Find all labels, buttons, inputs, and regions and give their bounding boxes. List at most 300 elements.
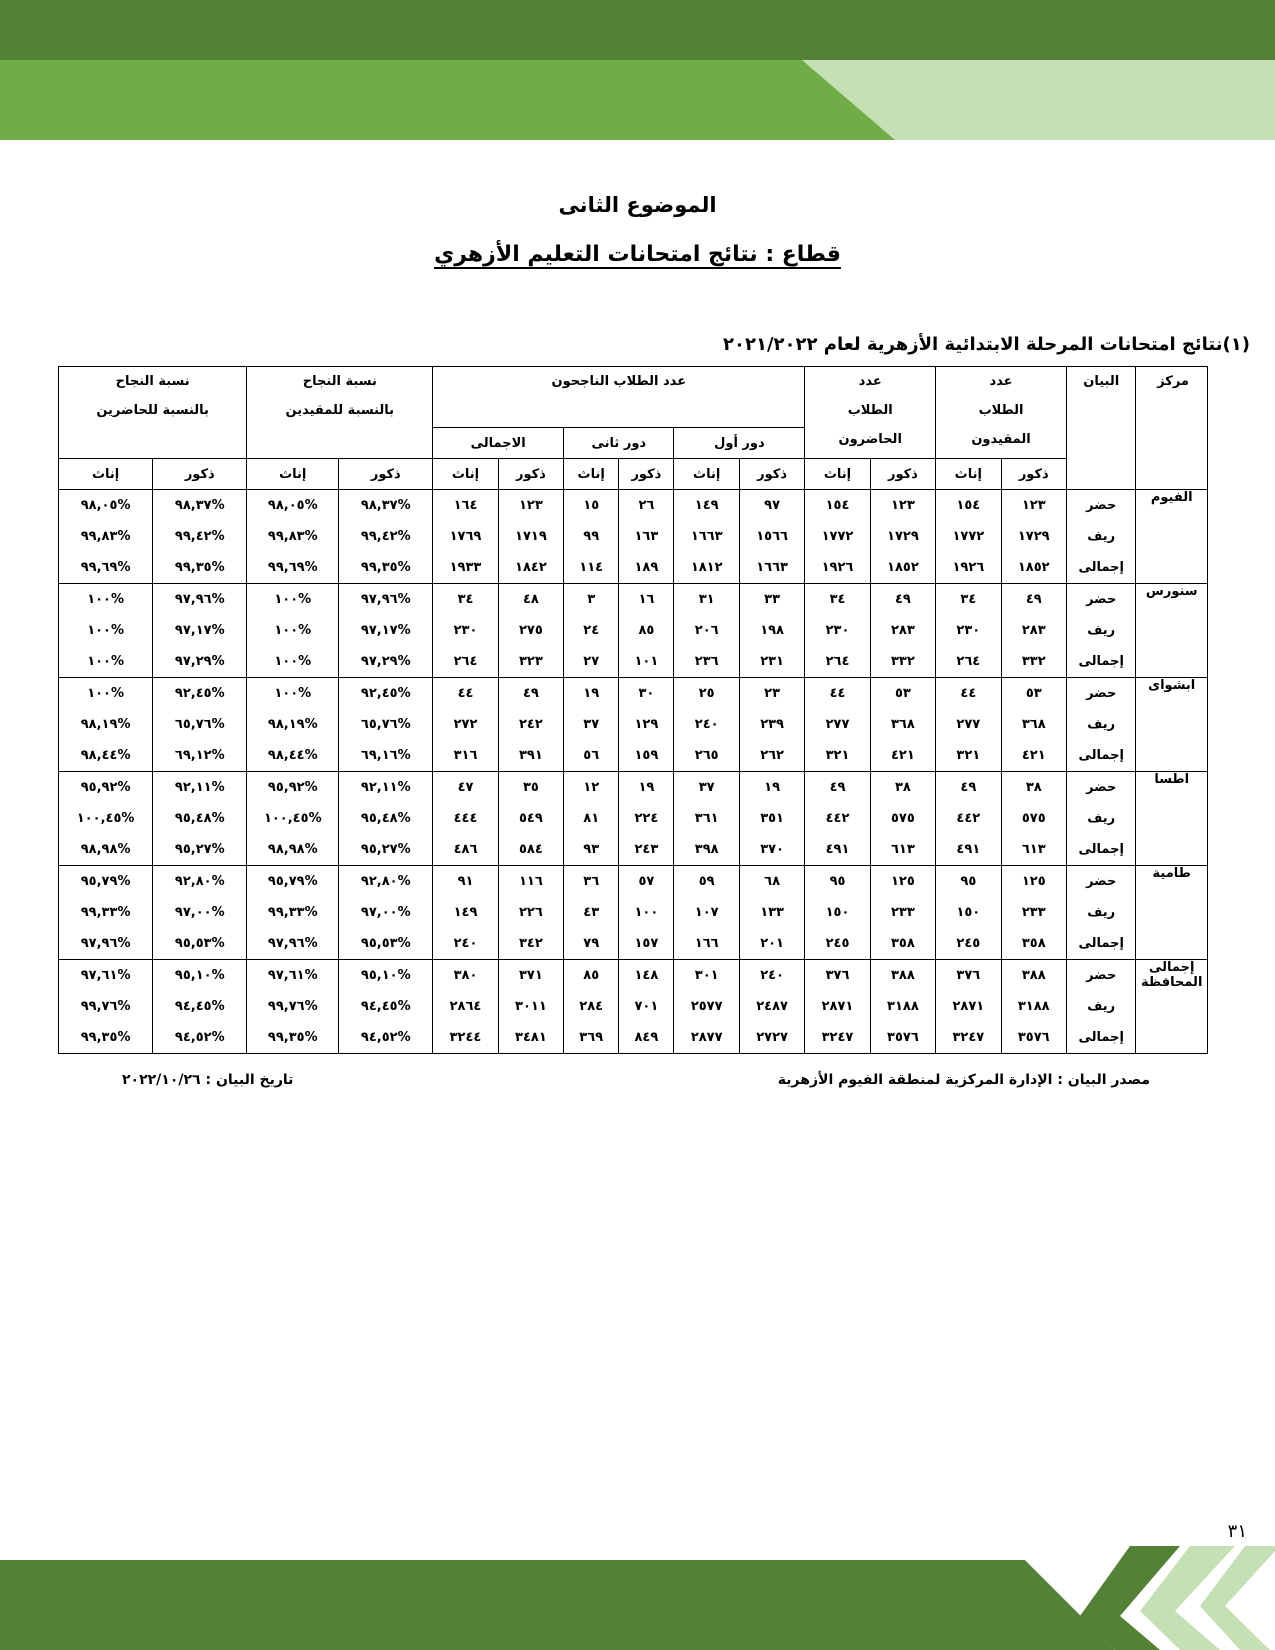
table-cell: ٢٨٧١	[936, 991, 1001, 1022]
table-cell: %٩٥,٤٨	[153, 803, 247, 834]
table-row	[59, 866, 1208, 898]
center-name: طامية	[1136, 866, 1208, 960]
table-cell: ٢٨٣	[1001, 615, 1066, 646]
table-cell: %٩٢,١١	[339, 772, 433, 804]
row-label: ريف	[1066, 991, 1136, 1022]
table-cell: ٣٨٠	[433, 960, 498, 992]
table-cell: %٩٨,٣٧	[153, 490, 247, 522]
chevron-icon	[1040, 1546, 1275, 1650]
table-cell: %٩٤,٥٢	[339, 1022, 433, 1054]
row-label: ريف	[1066, 709, 1136, 740]
table-cell: ٢٧٢٧	[739, 1022, 804, 1054]
table-cell: ٣٠	[619, 678, 674, 710]
table-cell: ٣٥١	[739, 803, 804, 834]
table-cell: ١٨٥٢	[1001, 552, 1066, 584]
table-cell: ٢٨٦٤	[433, 991, 498, 1022]
table-cell: %٩٧,٩٦	[153, 584, 247, 616]
table-cell: ١٥٦٦	[739, 521, 804, 552]
table-cell: ١٢٥	[870, 866, 935, 898]
table-cell: %٩٢,٨٠	[153, 866, 247, 898]
table-cell: %٩٩,٤٢	[153, 521, 247, 552]
table-cell: ٣٩٨	[674, 834, 739, 866]
table-cell: %٩٢,٤٥	[339, 678, 433, 710]
table-cell: %٩٨,٣٧	[339, 490, 433, 522]
table-cell: ٤٤٢	[936, 803, 1001, 834]
table-cell: ١٢٣	[870, 490, 935, 522]
table-cell: ٣٥٨	[870, 928, 935, 960]
table-cell: ٢٨٧١	[805, 991, 870, 1022]
table-cell: ١٣٣	[739, 897, 804, 928]
table-cell: ٦٨	[739, 866, 804, 898]
table-cell: ١٩٢٦	[936, 552, 1001, 584]
row-label: حضر	[1066, 584, 1136, 616]
table-cell: %٩٥,٥٣	[339, 928, 433, 960]
table-cell: %٩٧,٩٦	[247, 928, 339, 960]
table-cell: ١٥٧	[619, 928, 674, 960]
table-cell: ٣١٨٨	[1001, 991, 1066, 1022]
table-cell: ٣١	[674, 584, 739, 616]
header-female: إناث	[59, 459, 153, 490]
header-pass-rate-registered: نسبة النجاح بالنسبة للمقيدين	[247, 367, 433, 459]
table-cell: ٢٣٣	[870, 897, 935, 928]
table-cell: ٥٧	[619, 866, 674, 898]
table-cell: ٢٤٨٧	[739, 991, 804, 1022]
table-cell: ٩٩	[564, 521, 619, 552]
table-row	[59, 960, 1208, 992]
table-cell: ١٠١	[619, 646, 674, 678]
table-cell: ١٥	[564, 490, 619, 522]
table-cell: ٤٨	[498, 584, 563, 616]
table-row	[59, 552, 1208, 584]
table-row	[59, 897, 1208, 928]
table-cell: ٢٢٦	[498, 897, 563, 928]
table-cell: ٢٤٠	[674, 709, 739, 740]
table-cell: ١٩	[739, 772, 804, 804]
row-label: ريف	[1066, 897, 1136, 928]
header-first-round: دور أول	[674, 428, 805, 459]
table-cell: ٢٦٢	[739, 740, 804, 772]
table-cell: %١٠٠	[247, 615, 339, 646]
header-male: ذكور	[339, 459, 433, 490]
row-label: ريف	[1066, 615, 1136, 646]
table-cell: ٤٩	[805, 772, 870, 804]
table-cell: ٢٦	[619, 490, 674, 522]
table-cell: ١٨٩	[619, 552, 674, 584]
table-cell: %٩٧,٢٩	[339, 646, 433, 678]
table-cell: %٩٧,٠٠	[339, 897, 433, 928]
data-date: تاريخ البيان : ٢٠٢٢/١٠/٢٦	[122, 1072, 294, 1088]
table-cell: ٣٢١	[936, 740, 1001, 772]
table-cell: ٤٩	[1001, 584, 1066, 616]
table-cell: ٢٣٣	[1001, 897, 1066, 928]
table-cell: ٢٤٥	[805, 928, 870, 960]
table-cell: ٣٧	[564, 709, 619, 740]
table-cell: %٩٩,٣٥	[339, 552, 433, 584]
header-center: مركز	[1136, 367, 1208, 490]
table-cell: ٥٨٤	[498, 834, 563, 866]
table-cell: ٨١	[564, 803, 619, 834]
table-cell: ٢٤٥	[936, 928, 1001, 960]
table-cell: ١٢٣	[498, 490, 563, 522]
table-cell: %١٠٠	[59, 615, 153, 646]
table-cell: ٣٥٧٦	[870, 1022, 935, 1054]
table-cell: ٣٢٤٧	[936, 1022, 1001, 1054]
header-female: إناث	[805, 459, 870, 490]
row-label: حضر	[1066, 678, 1136, 710]
table-cell: %١٠٠	[247, 678, 339, 710]
header-second-round: دور ثانى	[564, 428, 674, 459]
table-cell: %٩٥,٥٣	[153, 928, 247, 960]
table-cell: %٩٨,١٩	[247, 709, 339, 740]
row-label: حضر	[1066, 866, 1136, 898]
table-cell: %٩٨,٠٥	[59, 490, 153, 522]
table-cell: ١٥٤	[805, 490, 870, 522]
table-cell: ٩١	[433, 866, 498, 898]
row-label: حضر	[1066, 772, 1136, 804]
table-cell: ١٩	[564, 678, 619, 710]
header-male: ذكور	[739, 459, 804, 490]
table-cell: %٩٩,٨٣	[59, 521, 153, 552]
table-cell: %٩٩,٣٣	[59, 897, 153, 928]
header-male: ذكور	[498, 459, 563, 490]
table-cell: ٦١٣	[870, 834, 935, 866]
table-cell: %٩٧,٦١	[247, 960, 339, 992]
table-cell: ١٨٤٢	[498, 552, 563, 584]
table-cell: %٩٩,٨٣	[247, 521, 339, 552]
header-male: ذكور	[870, 459, 935, 490]
header-bar-dark	[0, 0, 1275, 60]
table-cell: ٦١٣	[1001, 834, 1066, 866]
table-row	[59, 615, 1208, 646]
data-source: مصدر البيان : الإدارة المركزية لمنطقة الفيوم الأزهرية	[777, 1072, 1150, 1088]
table-cell: ٤٤٤	[433, 803, 498, 834]
table-cell: %٩٥,٩٢	[247, 772, 339, 804]
row-label: حضر	[1066, 960, 1136, 992]
table-cell: ٣٧٦	[805, 960, 870, 992]
table-cell: ٤٤	[805, 678, 870, 710]
table-cell: ١٤٩	[433, 897, 498, 928]
table-cell: ٣٨	[1001, 772, 1066, 804]
table-cell: ٤٩	[936, 772, 1001, 804]
table-cell: %٩٨,١٩	[59, 709, 153, 740]
table-cell: ٣٣	[739, 584, 804, 616]
table-cell: ١٩	[619, 772, 674, 804]
table-cell: ٣٦٩	[564, 1022, 619, 1054]
section-subtitle: قطاع : نتائج امتحانات التعليم الأزهري	[434, 242, 841, 267]
table-cell: ٤٢١	[1001, 740, 1066, 772]
table-cell: ٢٦٤	[433, 646, 498, 678]
table-cell: ١١٤	[564, 552, 619, 584]
table-cell: ٣٠١	[674, 960, 739, 992]
table-cell: ٣٧٠	[739, 834, 804, 866]
table-cell: ١٦٤	[433, 490, 498, 522]
table-cell: ٢٦٥	[674, 740, 739, 772]
table-cell: ٣٠١١	[498, 991, 563, 1022]
table-cell: %٩٨,٩٨	[247, 834, 339, 866]
table-cell: ١٦٦	[674, 928, 739, 960]
table-cell: ١٢٩	[619, 709, 674, 740]
table-cell: ٢٢٤	[619, 803, 674, 834]
table-row	[59, 740, 1208, 772]
table-cell: ٤٩١	[936, 834, 1001, 866]
table-cell: %٩٨,٤٤	[59, 740, 153, 772]
table-cell: ٣٩١	[498, 740, 563, 772]
table-cell: %٦٥,٧٦	[339, 709, 433, 740]
table-cell: ٢٨٤	[564, 991, 619, 1022]
header-passed: عدد الطلاب الناجحون	[433, 367, 805, 428]
table-cell: ٣٤	[433, 584, 498, 616]
table-cell: %٩٥,٧٩	[247, 866, 339, 898]
page-number: ٣١	[1227, 1521, 1247, 1542]
table-row	[59, 928, 1208, 960]
table-cell: ١٨١٢	[674, 552, 739, 584]
table-cell: ٢٠١	[739, 928, 804, 960]
table-cell: ٣٦٨	[1001, 709, 1066, 740]
header-male: ذكور	[153, 459, 247, 490]
table-cell: ٩٥	[805, 866, 870, 898]
table-cell: ٤٤	[936, 678, 1001, 710]
header-male: ذكور	[1001, 459, 1066, 490]
table-cell: ٣٦٨	[870, 709, 935, 740]
table-cell: %٩٢,٤٥	[153, 678, 247, 710]
table-cell: ٤٩	[870, 584, 935, 616]
table-cell: %٩٧,٩٦	[339, 584, 433, 616]
table-cell: %١٠٠,٤٥	[247, 803, 339, 834]
table-cell: %٩٥,٢٧	[153, 834, 247, 866]
table-cell: ١٥٠	[805, 897, 870, 928]
table-cell: ٢٤٠	[433, 928, 498, 960]
table-cell: ٣٨٨	[1001, 960, 1066, 992]
table-cell: %٩٥,٢٧	[339, 834, 433, 866]
center-name: إجمالى المحافظة	[1136, 960, 1208, 1054]
table-cell: ٢٥٧٧	[674, 991, 739, 1022]
table-cell: ٤٨٦	[433, 834, 498, 866]
table-cell: ٢٠٦	[674, 615, 739, 646]
table-cell: ١٤٨	[619, 960, 674, 992]
table-cell: %٩٧,٩٦	[59, 928, 153, 960]
table-cell: ٣٦	[564, 866, 619, 898]
table-row	[59, 991, 1208, 1022]
table-cell: ٣٨	[870, 772, 935, 804]
table-cell: ٢٤٢	[498, 709, 563, 740]
row-label: إجمالى	[1066, 834, 1136, 866]
header-statement-spacer	[1066, 428, 1136, 459]
table-cell: ٤٣	[564, 897, 619, 928]
table-cell: ٣٨٨	[870, 960, 935, 992]
row-label: إجمالى	[1066, 646, 1136, 678]
table-cell: ١٥٠	[936, 897, 1001, 928]
table-cell: ١٧٧٢	[936, 521, 1001, 552]
table-cell: ٧٠١	[619, 991, 674, 1022]
table-cell: %١٠٠,٤٥	[59, 803, 153, 834]
table-cell: %٩٥,١٠	[153, 960, 247, 992]
table-cell: ٤٢١	[870, 740, 935, 772]
table-cell: ١٧١٩	[498, 521, 563, 552]
table-cell: ١١٦	[498, 866, 563, 898]
table-cell: ٥٤٩	[498, 803, 563, 834]
table-cell: %٩٥,٩٢	[59, 772, 153, 804]
table-cell: %٩٩,٣٣	[247, 897, 339, 928]
table-cell: ٢٣٦	[674, 646, 739, 678]
header-statement: البيان	[1066, 367, 1136, 428]
header-registered: عدد الطلاب المقيدون	[936, 367, 1067, 459]
row-label: حضر	[1066, 490, 1136, 522]
table-cell: ١٤٩	[674, 490, 739, 522]
table-cell: ١٩٣٣	[433, 552, 498, 584]
table-cell: ٤٩	[498, 678, 563, 710]
table-cell: ٢٨٣	[870, 615, 935, 646]
table-cell: %١٠٠	[59, 584, 153, 616]
table-cell: %٩٩,٦٩	[247, 552, 339, 584]
table-cell: %٩٤,٤٥	[153, 991, 247, 1022]
table-cell: ١٢	[564, 772, 619, 804]
table-cell: ١٠٧	[674, 897, 739, 928]
table-cell: %٩٤,٥٢	[153, 1022, 247, 1054]
table-cell: ٣٤٢	[498, 928, 563, 960]
table-cell: ٥٧٥	[870, 803, 935, 834]
table-cell: %٩٢,٨٠	[339, 866, 433, 898]
table-cell: ٢٣١	[739, 646, 804, 678]
table-cell: ٢٦٤	[936, 646, 1001, 678]
table-cell: ١٢٣	[1001, 490, 1066, 522]
table-cell: ١٦٣	[619, 521, 674, 552]
table-cell: ٥٧٥	[1001, 803, 1066, 834]
table-cell: ٣٤٨١	[498, 1022, 563, 1054]
table-cell: %٩٨,٩٨	[59, 834, 153, 866]
center-name: سنورس	[1136, 584, 1208, 678]
table-cell: ٣٣٢	[1001, 646, 1066, 678]
row-label: إجمالى	[1066, 740, 1136, 772]
table-cell: ١٦٦٣	[739, 552, 804, 584]
table-cell: ١٠٠	[619, 897, 674, 928]
table-cell: ٣٢٤٤	[433, 1022, 498, 1054]
table-cell: %٩٢,١١	[153, 772, 247, 804]
table-cell: ٢٧٥	[498, 615, 563, 646]
table-cell: ١٦٦٣	[674, 521, 739, 552]
table-cell: ١٥٤	[936, 490, 1001, 522]
table-cell: ٣٥٧٦	[1001, 1022, 1066, 1054]
table-cell: ١٧٦٩	[433, 521, 498, 552]
table-cell: %٩٧,١٧	[339, 615, 433, 646]
table-cell: ٢٣	[739, 678, 804, 710]
table-cell: ٣٤	[805, 584, 870, 616]
table-cell: ٢٤٣	[619, 834, 674, 866]
table-cell: ٢٨٧٧	[674, 1022, 739, 1054]
header-female: إناث	[564, 459, 619, 490]
table-cell: ١٩٨	[739, 615, 804, 646]
table-cell: ٢٤٠	[739, 960, 804, 992]
table-cell: ٢٥	[674, 678, 739, 710]
row-label: إجمالى	[1066, 928, 1136, 960]
table-cell: %٩٥,٤٨	[339, 803, 433, 834]
row-label: إجمالى	[1066, 1022, 1136, 1054]
table-cell: %٦٩,١٢	[153, 740, 247, 772]
table-cell: ٢٤	[564, 615, 619, 646]
table-row	[59, 772, 1208, 804]
header-male: ذكور	[619, 459, 674, 490]
table-cell: ١٧٧٢	[805, 521, 870, 552]
table-cell: %٩٩,٧٦	[59, 991, 153, 1022]
table-cell: ٢٧	[564, 646, 619, 678]
table-cell: %١٠٠	[59, 646, 153, 678]
table-cell: ٤٤	[433, 678, 498, 710]
table-cell: ٥٩	[674, 866, 739, 898]
table-cell: ٣٥	[498, 772, 563, 804]
table-cell: ١٩٢٦	[805, 552, 870, 584]
header-female: إناث	[936, 459, 1001, 490]
table-cell: ٢٣٠	[433, 615, 498, 646]
table-cell: ٧٩	[564, 928, 619, 960]
table-cell: ٣٥٨	[1001, 928, 1066, 960]
table-cell: ١٧٢٩	[870, 521, 935, 552]
table-cell: ٨٥	[564, 960, 619, 992]
table-cell: %١٠٠	[247, 584, 339, 616]
table-cell: %٩٧,٦١	[59, 960, 153, 992]
table-cell: ٢٣٠	[936, 615, 1001, 646]
table-cell: ٣٢١	[805, 740, 870, 772]
table-cell: %٦٥,٧٦	[153, 709, 247, 740]
table-cell: ١٧٢٩	[1001, 521, 1066, 552]
table-cell: %٩٥,١٠	[339, 960, 433, 992]
center-name: اطسا	[1136, 772, 1208, 866]
table-cell: %٩٨,٤٤	[247, 740, 339, 772]
table-cell: ١٨٥٢	[870, 552, 935, 584]
table-cell: ٣٧	[674, 772, 739, 804]
table-cell: ٤٤٢	[805, 803, 870, 834]
results-table	[58, 366, 1208, 1054]
header-total: الاجمالى	[433, 428, 564, 459]
table-cell: ٩٥	[936, 866, 1001, 898]
table-row	[59, 584, 1208, 616]
table-cell: ٣١٦	[433, 740, 498, 772]
table-cell: ٤٧	[433, 772, 498, 804]
header-pass-rate-present: نسبة النجاح بالنسبة للحاضرين	[59, 367, 247, 459]
table-cell: ٣	[564, 584, 619, 616]
center-name: الفيوم	[1136, 490, 1208, 584]
table-cell: ٢٧٢	[433, 709, 498, 740]
header-female: إناث	[247, 459, 339, 490]
table-cell: ٢٣٠	[805, 615, 870, 646]
table-cell: ٩٧	[739, 490, 804, 522]
table-caption: (١)نتائج امتحانات المرحلة الابتدائية الأزهرية لعام ٢٠٢١/٢٠٢٢	[723, 334, 1250, 355]
table-row	[59, 521, 1208, 552]
table-cell: ٣٧١	[498, 960, 563, 992]
table-cell: ٣٢٤٧	[805, 1022, 870, 1054]
table-cell: %٩٧,٠٠	[153, 897, 247, 928]
row-label: ريف	[1066, 803, 1136, 834]
section-title: الموضوع الثانى	[558, 193, 717, 217]
table-cell: ٣٤	[936, 584, 1001, 616]
table-row	[59, 678, 1208, 710]
table-cell: ٢٧٧	[805, 709, 870, 740]
table-row	[59, 1022, 1208, 1054]
table-cell: ٣٢٣	[498, 646, 563, 678]
table-cell: %٩٥,٧٩	[59, 866, 153, 898]
table-cell: ٢٣٩	[739, 709, 804, 740]
header-bar-green	[0, 60, 1275, 140]
row-label: إجمالى	[1066, 552, 1136, 584]
table-cell: ٢٧٧	[936, 709, 1001, 740]
table-cell: %٩٩,٣٥	[59, 1022, 153, 1054]
table-row	[59, 490, 1208, 522]
table-cell: ٨٥	[619, 615, 674, 646]
table-cell: %٦٩,١٦	[339, 740, 433, 772]
table-cell: ٢٦٤	[805, 646, 870, 678]
table-cell: %٩٩,٦٩	[59, 552, 153, 584]
header-female: إناث	[433, 459, 498, 490]
table-cell: %٩٧,٢٩	[153, 646, 247, 678]
header-present: عدد الطلاب الحاضرون	[805, 367, 936, 459]
